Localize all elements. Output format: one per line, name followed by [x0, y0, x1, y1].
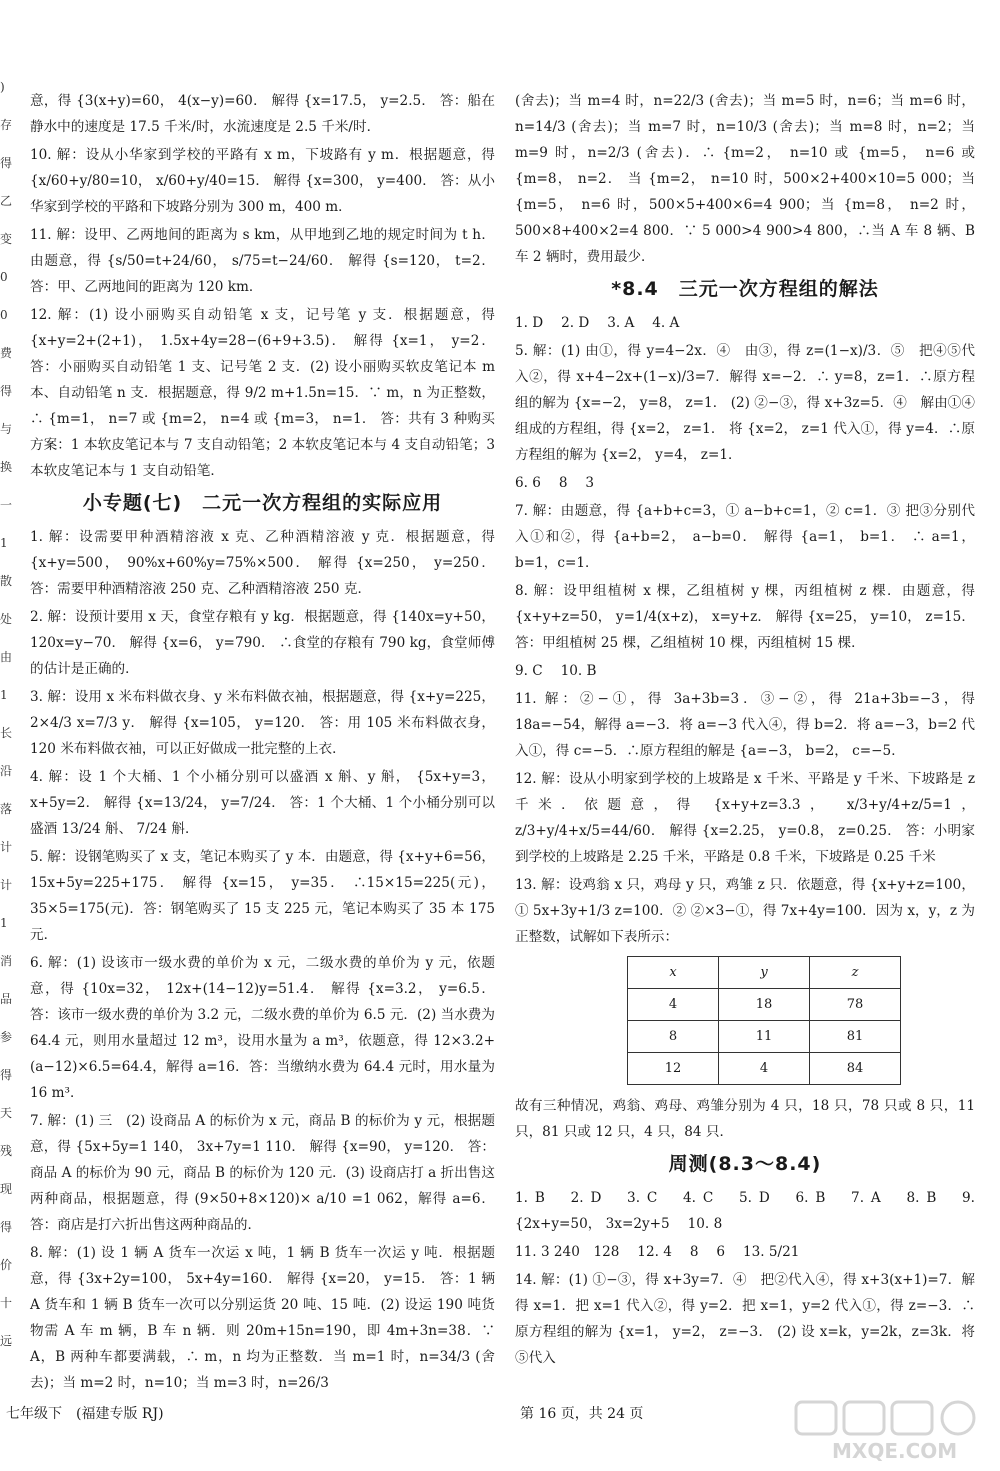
table-cell: 18	[719, 989, 810, 1021]
gutter-char: 远	[0, 1334, 13, 1348]
answer-paragraph: 10. 解：设从小华家到学校的平路有 x m，下坡路有 y m．根据题意，得 {x/60+y/80=10， x/60+y/40=15． 解得 {x=300， y=400． 答：从小华家到学校的平路和下坡路分别为 300 m，400 m．	[30, 147, 495, 215]
answer-paragraph: 12. 解：(1) 设小丽购买自动铅笔 x 支，记号笔 y 支．根据题意，得 {x+y=2+(2+1)， 1.5x+4y=28−(6+9+3.5)． 解得 {x=1， y=2． 答：小丽购买自动铅笔 1 支、记号笔 2 支．(2) 设小丽购买软皮笔记本 m 本、自动铅笔 n 支．根据题意，得 9/2 m+1.5n=15．∵ m，n 为正整数，∴ {m=1， n=7 或 {m=2， n=4 或 {m=3， n=1． 答：共有 3 种购买方案：1 本软皮笔记本与 7 支自动铅笔；2 本软皮笔记本与 4 支自动铅笔；3 本软皮笔记本与 1 支自动铅笔．	[30, 307, 495, 479]
gutter-char: 品	[0, 992, 13, 1006]
gutter-char: 十	[0, 1296, 13, 1310]
watermark-text: MXQE.COM	[832, 1439, 958, 1462]
table-cell: 11	[719, 1021, 810, 1053]
gutter-char: 得	[0, 156, 13, 170]
answer-paragraph: 3. 解：设用 x 米布料做衣身、y 米布料做衣袖，根据题意，得 {x+y=225， 2×4/3 x=7/3 y． 解得 {x=105， y=120． 答：用 105 米布料做衣身，120 米布料做衣袖，可以正好做成一批完整的上衣．	[30, 689, 495, 757]
answer-paragraph: 意，得 {3(x+y)=60， 4(x−y)=60． 解得 {x=17.5， y=2.5． 答：船在静水中的速度是 17.5 千米/时，水流速度是 2.5 千米/时．	[30, 93, 495, 135]
gutter-char: 得	[0, 1068, 13, 1082]
answer-paragraph: 8. 解：设甲组植树 x 棵，乙组植树 y 棵，丙组植树 z 棵．由题意，得 {x+y+z=50， y=1/4(x+z)， x=y+z． 解得 {x=25， y=10， z=15． 答：甲组植树 25 棵，乙组植树 10 棵，丙组植树 15 棵．	[515, 583, 975, 651]
gutter-char: 由	[0, 650, 13, 664]
gutter-char: 0	[0, 308, 8, 322]
answer-paragraph: (舍去)；当 m=4 时，n=22/3 (舍去)；当 m=5 时，n=6；当 m=6 时，n=14/3 (舍去)；当 m=7 时，n=10/3 (舍去)；当 m=8 时，n=2；当 m=9 时，n=2/3 (舍去)．∴ {m=2， n=10 或 {m=5， n=6 或 {m=8， n=2． 当 {m=2， n=10 时，500×2+400×10=5 000；当 {m=5， n=6 时，500×5+400×6=4 900；当 {m=8， n=2 时，500×8+400×2=4 800．∵ 5 000>4 900>4 800，∴当 A 车 8 辆、B 车 2 辆时，费用最少．	[515, 93, 975, 265]
answer-paragraph: 11. 解：②−①，得 3a+3b=3．③−②，得 21a+3b=−3，得 18a=−54，解得 a=−3．将 a=−3 代入④，得 b=2．将 a=−3，b=2 代入①，得 c=−5．∴原方程组的解是 {a=−3， b=2， c=−5．	[515, 691, 975, 759]
weekly-test-answers-block	[515, 1185, 975, 1371]
answer-paragraph: 11. 解：设甲、乙两地间的距离为 s km，从甲地到乙地的规定时间为 t h．由题意，得 {s/50=t+24/60， s/75=t−24/60． 解得 {s=120， t=2． 答：甲、乙两地间的距离为 120 km．	[30, 227, 495, 295]
answer-paragraph: 1. B 2. D 3. C 4. C 5. D 6. B 7. A 8. B 9. {2x+y=50， 3x=2y+5 10. 8	[515, 1190, 975, 1232]
answer-paragraph: 1. D 2. D 3. A 4. A	[515, 315, 680, 331]
answer-paragraph: 12. 解：设从小明家到学校的上坡路是 x 千米、平路是 y 千米、下坡路是 z 千米．依题意，得 {x+y+z=3.3， x/3+y/4+z/5=1， z/3+y/4+x/5=44/60． 解得 {x=2.25， y=0.8， z=0.25． 答：小明家到学校的上坡路是 2.25 千米，平路是 0.8 千米，下坡路是 0.25 千米	[515, 771, 975, 865]
answer-paragraph: 6. 6 8 3	[515, 475, 595, 491]
answer-paragraph: 4. 解：设 1 个大桶、1 个小桶分别可以盛酒 x 斛、y 斛， {5x+y=3， x+5y=2． 解得 {x=13/24， y=7/24． 答：1 个大桶、1 个小桶分别可以盛酒 13/24 斛、 7/24 斛．	[30, 769, 495, 837]
answer-paragraph: 6. 解：(1) 设该市一级水费的单价为 x 元，二级水费的单价为 y 元，依题意，得 {10x=32， 12x+(14−12)y=51.4． 解得 {x=3.2， y=6.5． 答：该市一级水费的单价为 3.2 元，二级水费的单价为 6.5 元．(2) 当水费为 64.4 元，则用水量超过 12 m³，设用水量为 a m³，依题意，得 12×3.2+(a−12)×6.5=64.4，解得 a=16．答：当缴纳水费为 64.4 元时，用水量为 16 m³．	[30, 955, 495, 1101]
footer-grade-edition: 七年级下 (福建专版 RJ)	[6, 1406, 164, 1422]
answer-paragraph: 8. 解：(1) 设 1 辆 A 货车一次运 x 吨，1 辆 B 货车一次运 y 吨．根据题意，得 {3x+2y=100， 5x+4y=160． 解得 {x=20， y=15． 答：1 辆 A 货车和 1 辆 B 货车一次可以分别运货 20 吨、15 吨．(2) 设运 190 吨货物需 A 车 m 辆，B 车 n 辆．则 20m+15n=190，即 4m+3n=38．∵ A，B 两种车都要满载，∴ m，n 均为正整数．当 m=1 时，n=34/3 (舍去)；当 m=2 时，n=10；当 m=3 时，n=26/3	[30, 1245, 495, 1391]
gutter-char: 沿	[0, 764, 13, 778]
gutter-char: 现	[0, 1182, 13, 1196]
table-row	[628, 1021, 901, 1053]
answer-paragraph: 7. 解：由题意，得 {a+b+c=3，① a−b+c=1，② c=1．③ 把③分别代入①和②，得 {a+b=2， a−b=0． 解得 {a=1， b=1． ∴ a=1，b=1，c=1．	[515, 503, 975, 571]
gutter-char: 存	[0, 118, 13, 132]
watermark-logo-icon	[792, 1398, 990, 1462]
gutter-char: 一	[0, 498, 13, 512]
gutter-char: )	[0, 80, 5, 94]
answer-paragraph: 14. 解：(1) ①−③，得 x+3y=7．④ 把②代入④，得 x+3(x+1)=7．解得 x=1．把 x=1 代入②，得 y=2．把 x=1，y=2 代入①，得 z=−3．∴原方程组的解为 {x=1， y=2， z=−3． (2) 设 x=k，y=2k，z=3k．将⑤代入	[515, 1272, 975, 1366]
answer-paragraph: 2. 解：设预计要用 x 天，食堂存粮有 y kg．根据题意，得 {140x=y+50， 120x=y−70． 解得 {x=6， y=790． ∴食堂的存粮有 790 kg，食堂师傅的估计是正确的．	[30, 609, 495, 677]
table-header-x: x	[628, 957, 719, 989]
gutter-char: 与	[0, 422, 13, 436]
gutter-char: 1	[0, 916, 8, 930]
answer-paragraph: 1. 解：设需要甲种酒精溶液 x 克、乙种酒精溶液 y 克．根据题意，得 {x+y=500， 90%x+60%y=75%×500． 解得 {x=250， y=250． 答：需要甲种酒精溶液 250 克、乙种酒精溶液 250 克．	[30, 529, 495, 597]
special-topic-answers-block	[30, 524, 495, 1396]
gutter-char: 得	[0, 384, 13, 398]
gutter-char: 消	[0, 954, 13, 968]
section-8-4-answers-block	[515, 310, 975, 950]
left-gutter-fragments	[0, 80, 14, 1380]
table-conclusion-block	[515, 1093, 975, 1145]
table-cell: 12	[628, 1053, 719, 1085]
gutter-char: 变	[0, 232, 13, 246]
table-cell: 8	[628, 1021, 719, 1053]
gutter-char: 0	[0, 270, 8, 284]
answer-paragraph: 故有三种情况，鸡翁、鸡母、鸡雏分别为 4 只，18 只，78 只或 8 只，11 只，81 只或 12 只，4 只，84 只．	[515, 1098, 975, 1140]
right-column	[515, 88, 975, 1373]
table-header-row	[628, 957, 901, 989]
gutter-char: 价	[0, 1258, 13, 1272]
section-heading-8-4: *8.4 三元一次方程组的解法	[611, 278, 879, 300]
gutter-char: 处	[0, 612, 13, 626]
gutter-char: 计	[0, 878, 13, 892]
answer-paragraph: 13. 解：设鸡翁 x 只，鸡母 y 只，鸡雏 z 只．依题意，得 {x+y+z=100，① 5x+3y+1/3 z=100．② ②×3−①，得 7x+4y=100．因为 x，y，z 为正整数，试解如下表所示：	[515, 877, 975, 945]
gutter-char: 散	[0, 574, 13, 588]
footer-page-number: 第 16 页，共 24 页	[520, 1406, 644, 1422]
gutter-char: 费	[0, 346, 13, 360]
gutter-char: 落	[0, 802, 13, 816]
section-heading-weekly-test: 周测(8.3～8.4)	[668, 1153, 822, 1175]
gutter-char: 1	[0, 688, 8, 702]
table-header-z: z	[810, 957, 901, 989]
gutter-char: 乙	[0, 194, 13, 208]
section-heading-special-topic-7: 小专题(七) 二元一次方程组的实际应用	[82, 492, 443, 514]
table-cell: 4	[628, 989, 719, 1021]
gutter-char: 残	[0, 1144, 13, 1158]
gutter-char: 长	[0, 726, 13, 740]
answer-paragraph: 7. 解：(1) 三 (2) 设商品 A 的标价为 x 元，商品 B 的标价为 y 元，根据题意，得 {5x+5y=1 140， 3x+7y=1 110． 解得 {x=90， y=120． 答：商品 A 的标价为 90 元，商品 B 的标价为 120 元．(3) 设商店打 a 折出售这两种商品，根据题意，得 (9×50+8×120)× a/10 =1 062，解得 a=6．答：商店是打六折出售这两种商品的．	[30, 1113, 495, 1233]
gutter-char: 天	[0, 1106, 13, 1120]
answer-paragraph: 5. 解：设钢笔购买了 x 支，笔记本购买了 y 本．由题意，得 {x+y+6=56， 15x+5y=225+175． 解得 {x=15， y=35． ∴15×15=225(元)，35×5=175(元)．答：钢笔购买了 15 支 225 元，笔记本购买了 35 本 175 元．	[30, 849, 495, 943]
left-column	[30, 88, 495, 1398]
answer-paragraph: 9. C 10. B	[515, 663, 597, 679]
table-cell: 84	[810, 1053, 901, 1085]
left-answers-block	[30, 88, 495, 484]
table-cell: 4	[719, 1053, 810, 1085]
answer-paragraph: 11. 3 240 128 12. 4 8 6 13. 5/21	[515, 1244, 800, 1260]
table-cell: 81	[810, 1021, 901, 1053]
trial-solution-table	[627, 956, 901, 1085]
gutter-char: 计	[0, 840, 13, 854]
right-continuation-block	[515, 88, 975, 270]
table-row	[628, 1053, 901, 1085]
gutter-char: 换	[0, 460, 13, 474]
table-row	[628, 989, 901, 1021]
gutter-char: 参	[0, 1030, 13, 1044]
table-header-y: y	[719, 957, 810, 989]
gutter-char: 得	[0, 1220, 13, 1234]
table-cell: 78	[810, 989, 901, 1021]
answer-paragraph: 5. 解：(1) 由①，得 y=4−2x．④ 由③，得 z=(1−x)/3．⑤ 把④⑤代入②，得 x+4−2x+(1−x)/3=7．解得 x=−2．∴ y=8，z=1．∴原方程组的解为 {x=−2， y=8， z=1． (2) ②−③，得 x+3z=5．④ 解由①④组成的方程组，得 {x=2， z=1． 将 {x=2， z=1 代入①，得 y=4．∴原方程组的解为 {x=2， y=4， z=1．	[515, 343, 975, 463]
gutter-char: 1	[0, 536, 8, 550]
